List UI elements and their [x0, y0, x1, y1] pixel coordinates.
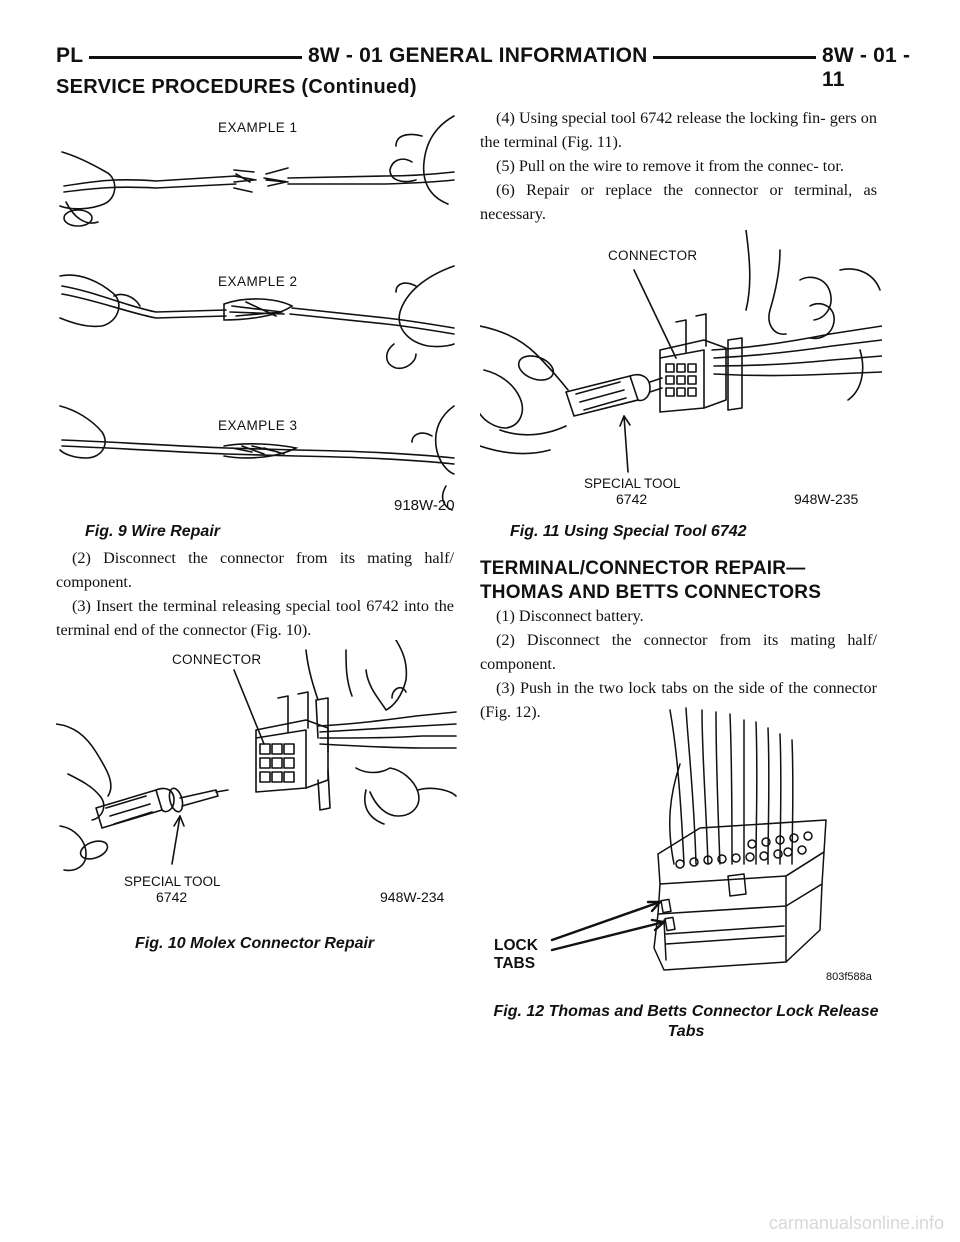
fig9-label-example2: EXAMPLE 2: [218, 274, 298, 289]
right-text-block: [480, 106, 877, 226]
step-6-text: (6) Repair or replace the connector or terminal, as necessary.: [480, 181, 877, 223]
fig12-caption-line1: Fig. 12 Thomas and Betts Connector Lock Release: [493, 1003, 879, 1020]
s2-step-3-text: (3) Push in the two lock tabs on the side of the connector (Fig. 12).: [480, 679, 877, 721]
fig12-illustration: [480, 704, 882, 986]
fig11-tool-number: 6742: [616, 491, 648, 507]
fig11-code: 948W-235: [794, 491, 859, 507]
fig12-caption: [486, 1002, 886, 1042]
fig9-label-example1: EXAMPLE 1: [218, 120, 298, 135]
fig11-caption: Fig. 11 Using Special Tool 6742: [510, 523, 747, 540]
fig10-code: 948W-234: [380, 889, 445, 905]
fig9-code: 918W-20: [394, 497, 455, 514]
fig10-tool-number: 6742: [156, 889, 188, 905]
section-title: SERVICE PROCEDURES (Continued): [56, 76, 417, 98]
molex-connector-drawing: [56, 640, 458, 916]
wire-repair-drawing: [56, 106, 458, 518]
fig12-code: 803f588a: [826, 971, 872, 983]
header-center: 8W - 01 GENERAL INFORMATION: [302, 44, 653, 68]
fig10-caption: Fig. 10 Molex Connector Repair: [135, 935, 375, 952]
fig9-illustration: [56, 106, 458, 518]
s2-step-1-text: (1) Disconnect battery.: [496, 607, 644, 625]
s2-step-2-text: (2) Disconnect the connector from its mating half/ component.: [480, 631, 877, 673]
special-tool-drawing: [480, 230, 882, 518]
fig10-illustration: [56, 640, 458, 916]
left-text-block: [56, 546, 454, 642]
thomas-betts-connector-drawing: [480, 704, 882, 986]
fig11-tool-label: SPECIAL TOOL: [584, 476, 681, 491]
fig12-lock-label-2: TABS: [494, 955, 536, 972]
step-4-text: (4) Using special tool 6742 release the locking fin- gers on the terminal (Fig. 11).: [480, 109, 877, 151]
section2-heading: TERMINAL/CONNECTOR REPAIR—THOMAS AND BETTS CONNECTORS: [480, 558, 822, 603]
step-3-text: (3) Insert the terminal releasing special tool 6742 into the terminal end of the connector (Fig. 10).: [56, 597, 454, 639]
fig11-connector-label: CONNECTOR: [608, 248, 698, 263]
header-right: 8W - 01 - 11: [816, 44, 929, 92]
fig9-label-example3: EXAMPLE 3: [218, 418, 298, 433]
fig10-tool-label: SPECIAL TOOL: [124, 874, 221, 889]
fig11-illustration: [480, 230, 882, 518]
step-5-text: (5) Pull on the wire to remove it from the connec- tor.: [496, 157, 844, 175]
fig12-lock-label-1: LOCK: [494, 937, 538, 954]
watermark-text: carmanualsonline.info: [768, 1213, 944, 1233]
header-left: PL: [50, 44, 89, 68]
step-2-text: (2) Disconnect the connector from its mating half/ component.: [56, 549, 454, 591]
fig9-caption: Fig. 9 Wire Repair: [85, 523, 220, 540]
fig12-caption-line2: Tabs: [667, 1023, 705, 1040]
fig10-connector-label: CONNECTOR: [172, 652, 262, 667]
